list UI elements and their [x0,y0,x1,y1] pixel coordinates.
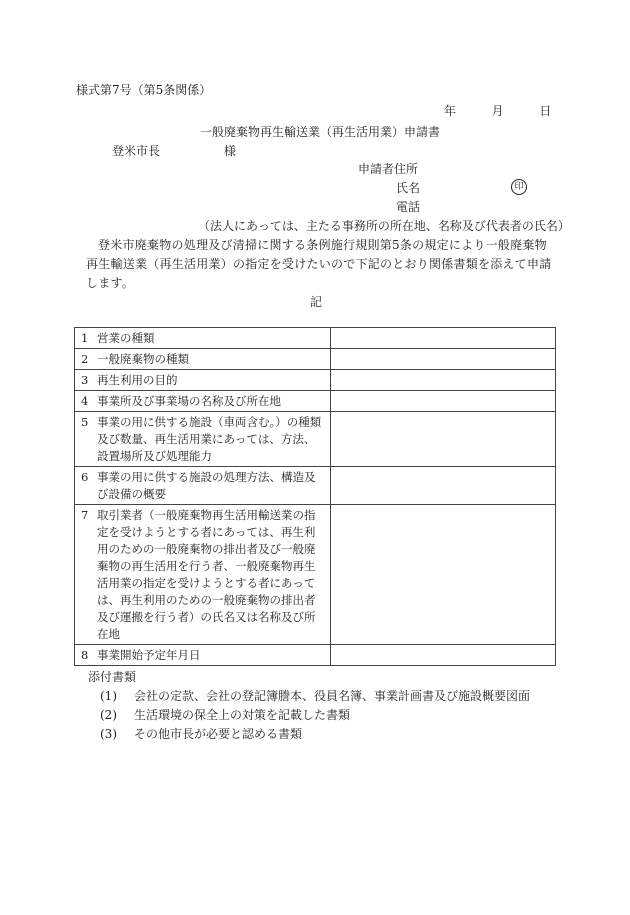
attachment-item [100,726,302,742]
applicant-name-label: 氏名 [396,181,421,195]
item-label: 事業開始予定年月日 [97,648,201,662]
table-row [75,412,556,467]
item-value-field[interactable] [331,645,556,666]
item-value-field[interactable] [331,467,556,505]
attachment-text: 会社の定款、会社の登記簿謄本、役員名簿、事業計画書及び施設概要図面 [134,689,531,703]
item-label-cell [75,505,331,645]
item-value-field[interactable] [331,349,556,370]
date-day-label: 日 [539,104,552,118]
form-number: 様式第7号（第5条関係） [76,83,212,97]
attachment-number: (2) [100,708,117,722]
date-year-label: 年 [444,104,457,118]
application-statement: 登米市廃棄物の処理及び清掃に関する条例施行規則第5条の規定により一般廃棄物再生輸送業（再生活用業）の指定を受けたいので下記のとおり関係書類を添えて申請します。 [86,238,552,290]
addressee [112,143,236,159]
item-label: 事業所及び事業場の名称及び所在地 [97,394,281,408]
applicant-address-label: 申請者住所 [358,162,419,176]
item-label: 再生利用の目的 [97,373,178,387]
table-row [75,349,556,370]
items-table [74,327,556,666]
applicant-tel-label: 電話 [396,200,421,214]
seal-icon: 印 [511,179,527,195]
item-label-cell [75,391,331,412]
attachment-item [100,688,530,704]
item-number: 4 [81,394,89,408]
item-value-field[interactable] [331,328,556,349]
addressee-suffix: 様 [223,144,236,158]
table-row [75,505,556,645]
item-value-field[interactable] [331,370,556,391]
item-number: 3 [81,373,89,387]
date-month-label: 月 [491,104,504,118]
attachments-title: 添付書類 [88,670,137,684]
item-number: 7 [81,508,89,522]
table-row [75,645,556,666]
item-number: 1 [81,331,89,345]
item-number: 6 [81,470,89,484]
item-label-cell [75,349,331,370]
table-row [75,391,556,412]
table-row [75,467,556,505]
corporation-note: （法人にあっては、主たる事務所の所在地、名称及び代表者の氏名） [198,219,570,233]
item-number: 8 [81,648,89,662]
item-label: 一般廃棄物の種類 [97,352,189,366]
item-number: 5 [81,415,89,429]
item-label-cell [75,412,331,467]
attachment-item [100,707,350,723]
table-row [75,370,556,391]
table-row [75,328,556,349]
attachment-text: その他市長が必要と認める書類 [134,727,303,741]
document-title: 一般廃棄物再生輸送業（再生活用業）申請書 [200,125,441,139]
item-label: 取引業者（一般廃棄物再生活用輸送業の指定を受けようとする者にあっては、再生利用のための一般廃棄物の排出者及び一般廃棄物の再生活用を行う者、一般廃棄物再生活用業の指定を受けようとする者にあっては、再生利用のための一般廃棄物の排出者及び運搬を行う者）の氏名又は名称及び所在地 [97,508,316,641]
item-label: 事業の用に供する施設（車両含む。）の種類及び数量、再生活用業にあっては、方法、設置場所及び処理能力 [97,415,322,463]
item-label: 事業の用に供する施設の処理方法、構造及び設備の概要 [97,470,316,501]
item-label: 営業の種類 [97,331,155,345]
attachment-number: (1) [100,689,117,703]
ki-heading: 記 [310,295,323,309]
item-value-field[interactable] [331,412,556,467]
addressee-name: 登米市長 [112,144,161,158]
item-label-cell [75,645,331,666]
item-number: 2 [81,352,89,366]
item-label-cell [75,467,331,505]
item-label-cell [75,328,331,349]
attachment-text: 生活環境の保全上の対策を記載した書類 [134,708,351,722]
item-label-cell [75,370,331,391]
date-line [444,103,551,119]
item-value-field[interactable] [331,391,556,412]
item-value-field[interactable] [331,505,556,645]
attachment-number: (3) [100,727,117,741]
